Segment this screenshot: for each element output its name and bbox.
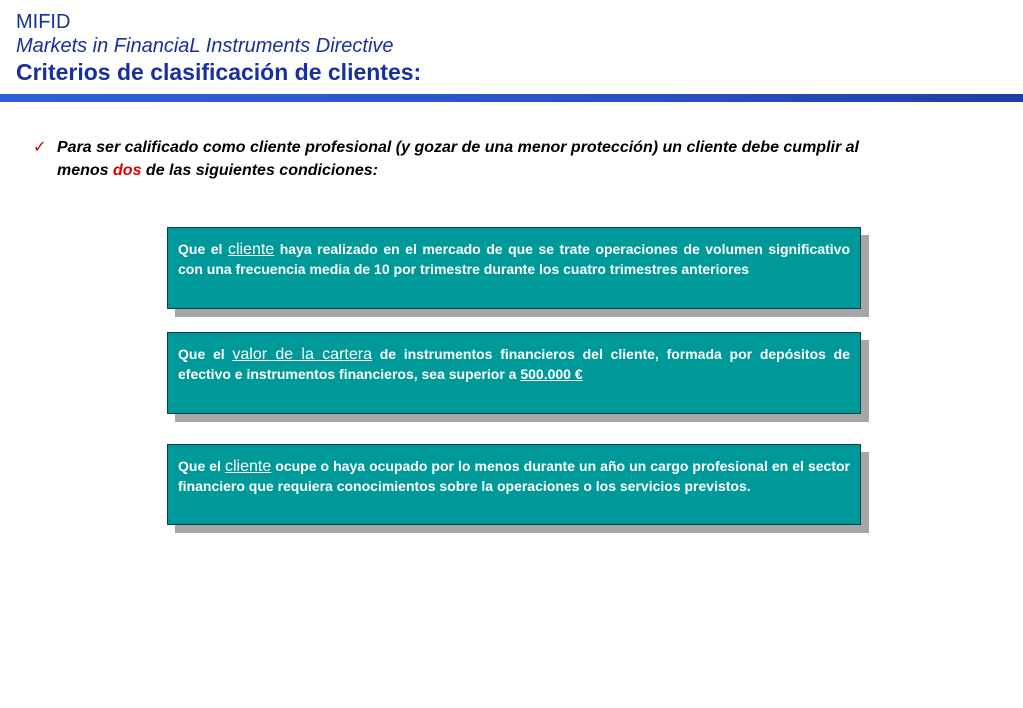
criterion-box-body: [167, 227, 861, 309]
criterion-box-3: [167, 444, 861, 525]
checkmark-icon: ✓: [33, 139, 47, 156]
criterion-1-link[interactable]: cliente: [227, 241, 275, 258]
intro-text-after: de las siguientes condiciones:: [141, 162, 378, 179]
intro-bullet: [33, 136, 913, 182]
intro-text: [57, 136, 913, 182]
criterion-3-link[interactable]: cliente: [224, 458, 272, 475]
criterion-2-amount-link[interactable]: 500.000 €: [520, 365, 583, 382]
slide-title: Criterios de clasificación de clientes:: [16, 59, 422, 85]
criterion-1-after: haya realizado en el mercado de que se trate operaciones de volumen significativo con una frecuencia media de 10 por trimestre durante los cuatro trimestres anteriores: [178, 241, 851, 277]
slide-header: [16, 10, 421, 86]
criterion-box-body: [167, 332, 861, 414]
header-acronym: MIFID: [16, 11, 71, 33]
intro-text-before: Para ser calificado como cliente profesional (y gozar de una menor protección) un cliente debe cumplir al menos: [57, 139, 859, 179]
criterion-2-link[interactable]: valor de la cartera: [232, 346, 372, 363]
intro-highlight: dos: [113, 162, 142, 179]
header-divider-bar: [0, 94, 1023, 102]
criterion-box-2: [167, 332, 861, 414]
criterion-2-middle: de instrumentos financieros del cliente, formada por depósitos de efectivo e instrumentos financieros, sea superior a: [178, 346, 851, 382]
criterion-box-body: [167, 444, 861, 525]
criterion-1-before: Que el: [178, 241, 228, 257]
criterion-3-before: Que el: [178, 458, 225, 474]
criterion-box-1: [167, 227, 861, 309]
criterion-2-before: Que el: [178, 346, 233, 362]
header-subtitle: Markets in FinanciaL Instruments Directive: [16, 35, 394, 57]
criterion-3-after: ocupe o haya ocupado por lo menos durante un año un cargo profesional en el sector financiero que requiera conocimientos sobre la operaciones o los servicios previstos.: [178, 458, 851, 494]
